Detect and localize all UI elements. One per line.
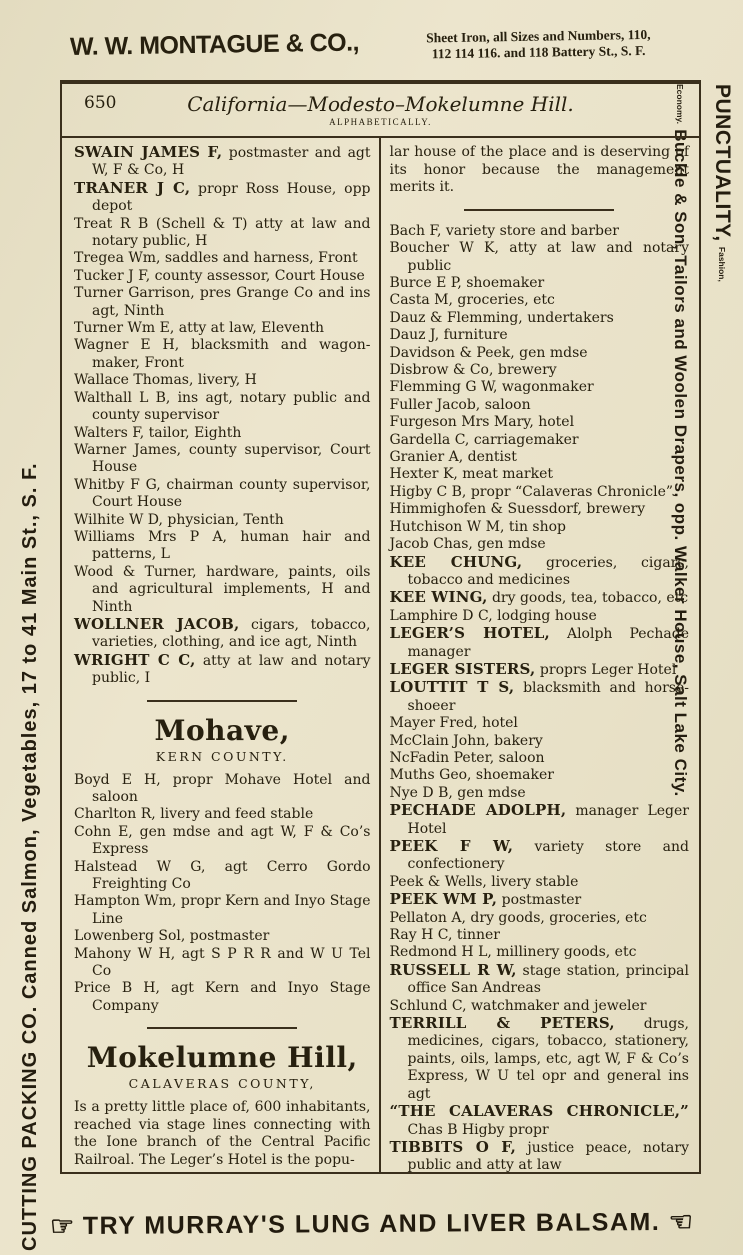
directory-entry: LOUTTIT T S, blacksmith and horse-shoeer [389, 678, 689, 714]
entry-name: PEEK WM P, [389, 890, 498, 909]
right-margin-ad-lead: PUNCTUALITY, [711, 84, 734, 242]
directory-entry: Peek & Wells, livery stable [389, 873, 579, 890]
directory-entry: SWAIN JAMES F, postmaster and agt W, F & Co, H [74, 143, 371, 179]
directory-entry: Pellaton A, dry goods, groceries, etc [389, 909, 647, 926]
directory-entry: Furgeson Mrs Mary, hotel [389, 414, 575, 431]
directory-entry: Himmighofen & Suessdorf, brewery [389, 501, 646, 518]
entry-name: KEE WING, [389, 588, 488, 607]
entry-name: LEGER SISTERS, [389, 659, 536, 678]
section-divider [147, 1027, 297, 1029]
directory-entry: LEGER SISTERS, proprs Leger Hotel [389, 659, 677, 678]
directory-entry: Williams Mrs P A, human hair and patterns, L [74, 528, 371, 563]
directory-entry: Granier A, dentist [389, 449, 517, 466]
directory-entry: Hutchison W M, tin shop [389, 518, 567, 535]
top-ad-company: W. W. MONTAGUE & CO., [69, 28, 360, 61]
directory-entry: Higby C B, propr “Calaveras Chronicle” [389, 483, 674, 500]
directory-entry: Ray H C, tinner [389, 927, 500, 944]
left-margin-ad [4, 86, 56, 1251]
directory-entry: Flemming G W, wagonmaker [389, 379, 594, 396]
directory-entry: PEEK WM P, postmaster [389, 890, 582, 909]
directory-entry: RUSSELL R W, stage station, principal office San Andreas [389, 960, 689, 997]
top-ad-address [371, 26, 706, 62]
manicule-pointing-right-icon: ☞ [50, 1211, 75, 1242]
section-divider [147, 700, 297, 702]
directory-entry: Schlund C, watchmaker and jeweler [389, 997, 647, 1014]
page-content-box [60, 80, 701, 1174]
directory-entry: PECHADE ADOLPH, manager Leger Hotel [389, 801, 689, 837]
entry-name: TRANER J C, [74, 178, 191, 197]
bottom-ad-banner [0, 1205, 743, 1241]
directory-entry: Whitby F G, chairman county supervisor, Court House [74, 476, 371, 511]
directory-entry: KEE WING, dry goods, tea, tobacco, etc [389, 588, 689, 607]
entry-name: LEGER’S HOTEL, [389, 624, 550, 643]
top-ad-address-line1: Sheet Iron, all Sizes and Numbers, 110, [426, 26, 651, 46]
directory-entry: Tregea Wm, saddles and harness, Front [74, 250, 358, 267]
top-ad-address-line2: 112 114 116. and 118 Battery St., S. F. [431, 42, 646, 61]
directory-entry: Bach F, variety store and barber [389, 222, 619, 239]
directory-entry: Wagner E H, blacksmith and wagon-maker, Front [74, 337, 371, 371]
directory-entry: “THE CALAVERAS CHRONICLE,” Chas B Higby propr [389, 1102, 689, 1138]
directory-entry: Dauz & Flemming, undertakers [389, 309, 614, 326]
running-subtitle: ALPHABETICALLY. [329, 117, 432, 127]
entry-name: TERRILL & PETERS, [389, 1014, 615, 1033]
directory-entry: Casta M, groceries, etc [389, 292, 555, 309]
directory-entry: Jacob Chas, gen mdse [389, 536, 546, 553]
directory-entry: Nye D B, gen mdse [389, 784, 526, 801]
section-heading: Mohave, [154, 713, 290, 747]
directory-columns [62, 138, 699, 1172]
directory-entry: TIBBITS O F, justice peace, notary public and atty at law [389, 1137, 690, 1172]
entry-name: KEE CHUNG, [389, 552, 523, 571]
directory-entry: Treat R B (Schell & T) atty at law and notary public, H [74, 215, 371, 250]
right-margin-ad [671, 84, 743, 1255]
directory-entry: Boucher W K, atty at law and notary public [389, 240, 689, 274]
entry-name: LOUTTIT T S, [389, 678, 515, 697]
directory-entry: Turner Garrison, pres Grange Co and ins agt, Ninth [74, 285, 371, 319]
directory-entry: Charlton R, livery and feed stable [74, 806, 314, 823]
intro-paragraph: Is a pretty little place of, 600 inhabitants, reached via stage lines connecting with the Ione branch of the Central Pacific Railroal. The Leger’s Hotel is the popu- [74, 1099, 371, 1169]
left-margin-ad-text: CUTTING PACKING CO. Canned Salmon, Vegetables, 17 to 41 Main St., S. F. [19, 462, 41, 1251]
directory-entry: WOLLNER JACOB, cigars, tobacco, varieties, clothing, and ice agt, Ninth [74, 614, 371, 651]
right-margin-ad-small-bottom: Economy. [675, 84, 685, 124]
entry-name: TIBBITS O F, [389, 1137, 517, 1156]
directory-entry: Walthall L B, ins agt, notary public and county supervisor [74, 389, 371, 424]
section-subheading: KERN COUNTY. [155, 748, 289, 764]
directory-entry: Cohn E, gen mdse and agt W, F & Co’s Express [74, 823, 371, 858]
directory-entry: Lamphire D C, lodging house [389, 607, 597, 624]
directory-entry: Lowenberg Sol, postmaster [74, 928, 270, 945]
directory-entry: Boyd E H, propr Mohave Hotel and saloon [74, 771, 371, 805]
running-title: California—Modesto–Mokelumne Hill. [187, 92, 574, 116]
directory-entry: Warner James, county supervisor, Court House [74, 441, 371, 476]
entry-name: “THE CALAVERAS CHRONICLE,” [389, 1102, 689, 1121]
directory-entry: Wood & Turner, hardware, paints, oils and agricultural implements, H and Ninth [74, 563, 371, 615]
section-heading: Mokelumne Hill, [86, 1041, 358, 1075]
directory-entry: TERRILL & PETERS, drugs, medicines, cigars, tobacco, stationery, paints, oils, lamps, etc, agt W, F & Co’s Express, W U tel opr and general ins agt [389, 1014, 689, 1102]
entry-name: WRIGHT C C, [74, 650, 196, 669]
page-header [62, 84, 699, 138]
directory-entry: Disbrow & Co, brewery [389, 362, 557, 379]
left-column [62, 138, 381, 1172]
directory-entry: Fuller Jacob, saloon [389, 396, 531, 413]
directory-entry: KEE CHUNG, groceries, cigars, tobacco and medicines [389, 552, 689, 588]
directory-entry: Halstead W G, agt Cerro Gordo Freighting Co [74, 858, 371, 893]
directory-entry: Redmond H L, millinery goods, etc [389, 944, 637, 961]
directory-entry: Turner Wm E, atty at law, Eleventh [74, 320, 324, 337]
right-margin-ad-rest: Buckle & Son, Tailors and Woolen Drapers, opp. Walker House, Salt Lake City. [671, 129, 690, 797]
directory-entry: Mahony W H, agt S P R R and W U Tel Co [74, 945, 371, 980]
directory-entry: PEEK F W, variety store and confectionery [389, 837, 690, 873]
directory-entry: Wallace Thomas, livery, H [74, 372, 257, 389]
top-ad-banner [70, 23, 706, 67]
right-margin-ad-small-top: Fashion, [717, 246, 727, 282]
directory-entry: Hexter K, meat market [389, 466, 553, 483]
entry-name: RUSSELL R W, [389, 960, 517, 979]
entry-name: PEEK F W, [389, 837, 514, 855]
directory-entry: Price B H, agt Kern and Inyo Stage Company [74, 980, 371, 1014]
directory-entry: LEGER’S HOTEL, Alolph Pechade manager [389, 624, 689, 660]
entry-name: WOLLNER JACOB, [74, 614, 240, 633]
directory-entry: Walters F, tailor, Eighth [74, 424, 242, 441]
manicule-pointing-left-icon: ☜ [668, 1206, 693, 1237]
directory-entry: Gardella C, carriagemaker [389, 431, 579, 448]
right-column [381, 138, 700, 1172]
directory-entry: WRIGHT C C, atty at law and notary public, I [74, 650, 371, 687]
directory-entry: Mayer Fred, hotel [389, 715, 518, 732]
entry-name: SWAIN JAMES F, [74, 143, 223, 161]
directory-entry: Burce E P, shoemaker [389, 275, 545, 291]
entry-name: PECHADE ADOLPH, [389, 801, 567, 820]
directory-entry: Hampton Wm, propr Kern and Inyo Stage Line [74, 893, 371, 927]
directory-entry: McClain John, bakery [389, 732, 543, 749]
section-divider [464, 209, 614, 211]
intro-paragraph: lar house of the place and is deserving of its honor because the management merits it. [389, 144, 689, 196]
directory-entry: TRANER J C, propr Ross House, opp depot [74, 178, 371, 215]
directory-entry: Wilhite W D, physician, Tenth [74, 511, 284, 528]
directory-entry: Tucker J F, county assessor, Court House [74, 267, 365, 284]
section-subheading: CALAVERAS COUNTY, [128, 1076, 316, 1092]
bottom-ad-text: TRY MURRAY'S LUNG AND LIVER BALSAM. [82, 1207, 661, 1241]
page-number: 650 [84, 93, 117, 113]
directory-entry: Muths Geo, shoemaker [389, 767, 554, 784]
directory-entry: NcFadin Peter, saloon [389, 749, 545, 766]
directory-entry: Dauz J, furniture [389, 327, 508, 344]
directory-entry: Davidson & Peek, gen mdse [389, 344, 588, 361]
